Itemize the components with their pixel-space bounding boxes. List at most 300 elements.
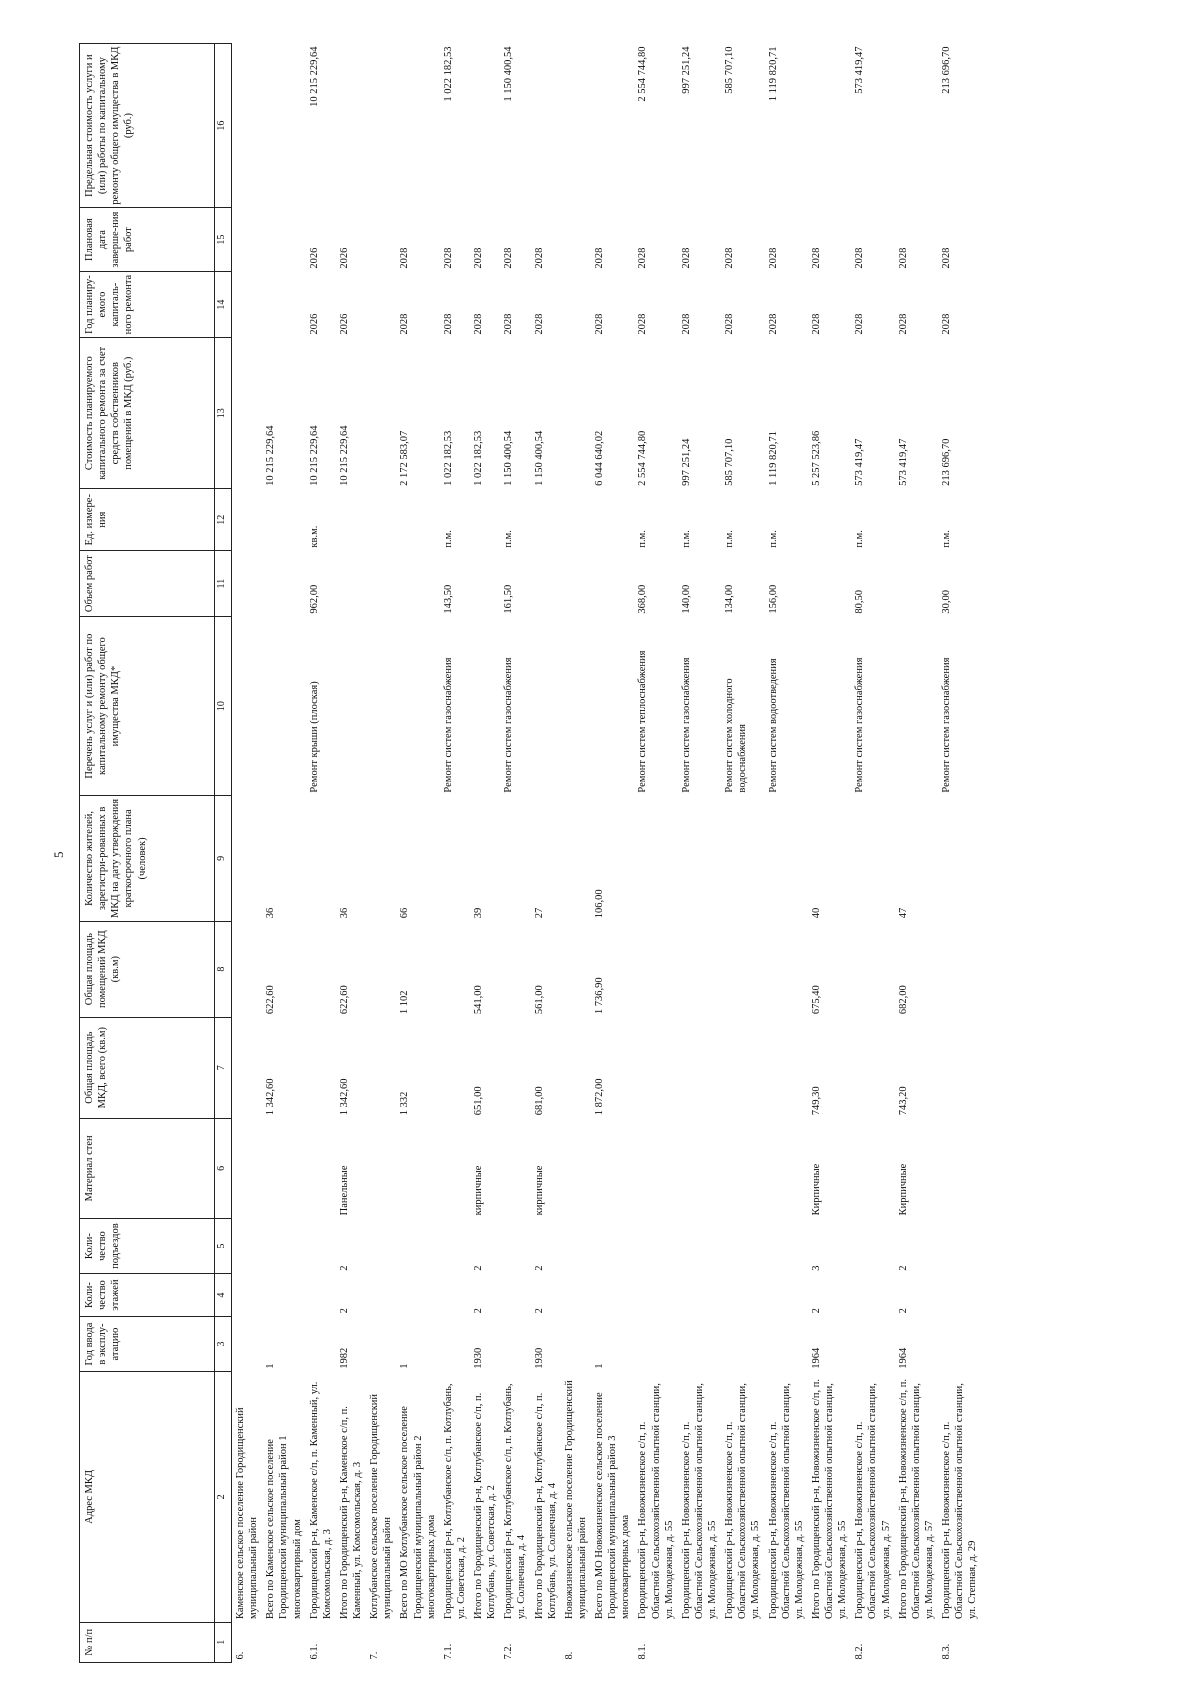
table-cell: Ремонт систем теплоснабжения: [637, 650, 649, 793]
table-cell: [366, 1017, 396, 1118]
table-cell: [938, 796, 981, 922]
table-cell: [531, 617, 561, 796]
table-cell: 585 707,10: [724, 46, 736, 94]
table-cell: кирпичные: [473, 1165, 484, 1216]
table-cell: [262, 489, 305, 551]
table-cell: 1 022 182,53: [473, 430, 484, 486]
table-cell: [440, 1316, 470, 1371]
table-cell: [262, 1118, 305, 1218]
table-cell: Итого по Городищенский р-н, Новожизненское с/п, п. Областной Сельскохозяйственной опытной станции, ул. Молодежная, д. 57: [897, 1378, 935, 1620]
table-cell: 541,00: [473, 985, 484, 1015]
table-cell: 10 215 229,64: [338, 425, 350, 486]
table-row: [895, 44, 938, 1663]
table-cell: [721, 921, 764, 1017]
column-number: 3: [215, 1316, 232, 1371]
table-cell: 2: [897, 1265, 909, 1271]
table-cell: [721, 1017, 764, 1118]
table-cell: 368,00: [637, 584, 649, 614]
table-cell: [262, 1622, 305, 1662]
column-number: 7: [215, 1017, 232, 1118]
table-cell: 997 251,24: [680, 438, 692, 486]
table-cell: Городищенский р-н, Новожизненское с/п, п. Областной Сельскохозяйственной опытной станции, ул. Молодежная, д. 55: [767, 1383, 805, 1620]
table-row: [531, 44, 561, 1663]
table-cell: 134,00: [724, 584, 736, 614]
table-cell: 10 215 229,64: [308, 46, 320, 107]
table-cell: [366, 338, 396, 489]
table-cell: 2: [810, 1308, 822, 1314]
table-cell: [678, 1622, 721, 1662]
rotated-sheet: [45, 43, 1180, 1663]
header-row: [80, 44, 215, 1663]
table-cell: 1982: [338, 1347, 350, 1369]
table-cell: 1 102: [399, 990, 411, 1015]
table-cell: [306, 1017, 336, 1118]
table-cell: [500, 921, 530, 1017]
table-cell: 1 119 820,71: [767, 46, 779, 102]
table-cell: [396, 1218, 439, 1273]
table-cell: п.м.: [767, 530, 779, 548]
table-cell: 622,60: [265, 985, 277, 1015]
table-cell: [808, 489, 851, 551]
table-cell: 5 257 523,86: [810, 430, 822, 486]
table-cell: [531, 44, 561, 208]
table-cell: [678, 1218, 721, 1273]
table-row: [678, 44, 721, 1663]
table-cell: [721, 1218, 764, 1273]
column-number: 6: [215, 1118, 232, 1218]
table-cell: [938, 1218, 981, 1273]
table-cell: [808, 44, 851, 208]
table-cell: [500, 796, 530, 922]
table-cell: 2: [473, 1308, 484, 1314]
table-cell: [591, 44, 634, 208]
table-cell: 1 736,90: [594, 977, 605, 1015]
table-cell: 213 696,70: [941, 438, 952, 486]
table-cell: [561, 921, 591, 1017]
table-cell: [306, 1218, 336, 1273]
table-cell: [500, 1218, 530, 1273]
table-cell: [440, 796, 470, 922]
table-cell: Ремонт систем газоснабжения: [442, 657, 454, 793]
column-header: Объем работ: [80, 551, 215, 617]
table-cell: [721, 1118, 764, 1218]
table-cell: Ремонт систем газоснабжения: [941, 657, 952, 793]
table-cell: [232, 1017, 263, 1118]
table-cell: [440, 1118, 470, 1218]
column-number: 16: [215, 44, 232, 208]
table-cell: [232, 1218, 263, 1273]
table-cell: [262, 272, 305, 338]
table-cell: 573 419,47: [854, 46, 866, 94]
table-cell: [232, 338, 263, 489]
column-number-row: [215, 44, 232, 1663]
table-cell: 3: [810, 1265, 822, 1271]
table-cell: 2028: [941, 313, 952, 335]
table-cell: 6.: [235, 1651, 246, 1660]
table-cell: [396, 1622, 439, 1662]
table-cell: Итого по Городищенский р-н, Каменское с/п, п. Каменный, ул. Комсомольская, д. 3: [338, 1406, 363, 1620]
table-cell: [678, 1316, 721, 1371]
table-cell: 36: [265, 907, 277, 919]
table-cell: 2028: [399, 313, 411, 335]
table-cell: 8.: [563, 1651, 575, 1660]
table-cell: [561, 338, 591, 489]
table-cell: [851, 1017, 894, 1118]
table-cell: 2028: [442, 247, 454, 269]
table-cell: 66: [399, 907, 411, 919]
table-cell: п.м.: [637, 530, 649, 548]
table-cell: 6.1.: [308, 1643, 320, 1660]
table-cell: [232, 208, 263, 272]
table-cell: 2028: [637, 247, 649, 269]
table-cell: [851, 1316, 894, 1371]
table-cell: 1 332: [399, 1091, 411, 1116]
table-cell: 675,40: [810, 985, 822, 1015]
column-number: 9: [215, 796, 232, 922]
table-cell: [591, 1118, 634, 1218]
table-cell: [591, 1274, 634, 1317]
table-cell: Итого по Городищенский р-н, Новожизненское с/п, п. Областной Сельскохозяйственной опытной станции, ул. Молодежная, д. 55: [810, 1378, 849, 1620]
table-cell: [591, 617, 634, 796]
table-cell: Итого по Городищенский р-н, Котлубанское с/п, п. Котлубань, ул. Солнечная, д. 4: [533, 1392, 558, 1620]
table-cell: [366, 1316, 396, 1371]
table-cell: п.м.: [854, 530, 866, 548]
table-cell: 6 044 640,02: [594, 430, 605, 486]
table-cell: [634, 921, 677, 1017]
table-cell: Новожизненское сельское поселение Городищенский муниципальный район: [563, 1380, 588, 1620]
table-cell: 997 251,24: [680, 46, 692, 94]
table-row: [634, 44, 677, 1663]
table-cell: [306, 1118, 336, 1218]
table-cell: 743,20: [897, 1086, 909, 1116]
table-cell: [561, 796, 591, 922]
table-cell: Каменское сельское поселение Городищенский муниципальный район: [235, 1407, 260, 1620]
table-cell: 8.3.: [941, 1643, 952, 1660]
table-cell: [262, 1274, 305, 1317]
table-cell: [232, 1118, 263, 1218]
table-cell: [366, 921, 396, 1017]
table-cell: 80,50: [854, 590, 866, 614]
table-cell: [232, 44, 263, 208]
table-cell: [721, 796, 764, 922]
table-cell: [678, 921, 721, 1017]
table-cell: 2028: [442, 313, 454, 335]
table-cell: 2026: [338, 313, 350, 335]
table-cell: [591, 489, 634, 551]
table-cell: [336, 489, 366, 551]
table-cell: [336, 551, 366, 617]
table-cell: 1 119 820,71: [767, 431, 779, 486]
column-header: Коли-чество этажей: [80, 1274, 215, 1317]
table-cell: [634, 1017, 677, 1118]
column-header: № п/п: [80, 1622, 215, 1662]
table-cell: 2028: [724, 247, 736, 269]
table-cell: 213 696,70: [941, 46, 952, 94]
table-cell: 2026: [338, 247, 350, 269]
table-cell: [808, 551, 851, 617]
table-cell: [470, 1622, 500, 1662]
table-cell: 681,00: [533, 1086, 545, 1116]
table-cell: 27: [533, 907, 545, 919]
table-cell: 2 554 744,80: [637, 46, 649, 102]
table-cell: [396, 617, 439, 796]
table-cell: 2028: [897, 313, 909, 335]
table-cell: 2028: [503, 247, 515, 269]
table-cell: 1: [265, 1363, 277, 1369]
column-header: Ед. измере-ния: [80, 489, 215, 551]
table-cell: 573 419,47: [854, 438, 866, 486]
table-cell: [366, 208, 396, 272]
table-cell: [561, 1017, 591, 1118]
table-cell: 2028: [533, 247, 545, 269]
table-cell: 962,00: [308, 584, 320, 614]
table-row: [500, 44, 530, 1663]
table-cell: 161,50: [503, 584, 515, 614]
table-cell: [634, 1274, 677, 1317]
table-cell: кв.м.: [308, 525, 320, 548]
table-cell: [440, 1274, 470, 1317]
table-cell: [336, 44, 366, 208]
table-cell: [938, 921, 981, 1017]
column-header: Количество жителей, зарегистри-рованных в МКД на дату утверждения краткосрочного плана (человек): [80, 796, 215, 922]
table-cell: [561, 1218, 591, 1273]
table-cell: 2: [533, 1265, 545, 1271]
table-cell: Городищенский р-н, Новожизненское с/п, п. Областной Сельскохозяйственной опытной станции, ул. Молодежная, д. 55: [724, 1383, 762, 1620]
table-cell: 2026: [308, 247, 320, 269]
column-number: 10: [215, 617, 232, 796]
table-cell: 2 172 583,07: [399, 430, 411, 486]
table-cell: 1: [399, 1363, 411, 1369]
table-cell: 1 150 400,54: [533, 430, 545, 486]
table-cell: [232, 1274, 263, 1317]
table-cell: [366, 1218, 396, 1273]
table-cell: [306, 1274, 336, 1317]
table-row: [232, 44, 263, 1663]
table-row: [470, 44, 500, 1663]
table-cell: [765, 796, 808, 922]
table-cell: [500, 1017, 530, 1118]
column-header: Перечень услуг и (или) работ по капитальному ремонту общего имущества МКД*: [80, 617, 215, 796]
column-header: Год ввода в эксплу-атацию: [80, 1316, 215, 1371]
table-cell: п.м.: [442, 530, 454, 548]
table-cell: Котлубанское сельское поселение Городищенский муниципальный район: [369, 1393, 394, 1620]
table-cell: 1: [594, 1363, 605, 1369]
table-row: [440, 44, 470, 1663]
table-cell: 2028: [533, 313, 545, 335]
table-cell: [938, 1274, 981, 1317]
table-cell: 1 022 182,53: [442, 46, 454, 102]
table-cell: Ремонт крыши (плоская): [308, 681, 320, 793]
table-cell: 2028: [810, 313, 822, 335]
table-cell: [895, 617, 938, 796]
table-cell: п.м.: [503, 530, 515, 548]
table-cell: 1 872,00: [594, 1078, 605, 1116]
table-cell: 7.: [369, 1651, 381, 1660]
table-cell: [500, 1118, 530, 1218]
table-cell: [938, 1118, 981, 1218]
table-cell: [634, 796, 677, 922]
table-cell: [232, 921, 263, 1017]
table-cell: [561, 208, 591, 272]
table-cell: [678, 1017, 721, 1118]
table-cell: [336, 617, 366, 796]
table-cell: [500, 1274, 530, 1317]
table-cell: [591, 551, 634, 617]
table-cell: п.м.: [724, 530, 736, 548]
table-cell: [470, 44, 500, 208]
table-cell: [262, 208, 305, 272]
table-row: [808, 44, 851, 1663]
table-cell: 47: [897, 907, 909, 919]
table-cell: [366, 617, 396, 796]
table-row: [591, 44, 634, 1663]
table-cell: [306, 796, 336, 922]
table-cell: 1 150 400,54: [503, 46, 515, 102]
table-cell: 40: [810, 907, 822, 919]
table-cell: Всего по МО Котлубанское сельское поселение Городищенский муниципальный район 2 многоквартирных дома: [399, 1406, 437, 1620]
column-number: 1: [215, 1622, 232, 1662]
table-cell: [470, 489, 500, 551]
column-number: 12: [215, 489, 232, 551]
table-cell: 1964: [897, 1347, 909, 1369]
table-cell: [765, 1218, 808, 1273]
table-cell: [232, 551, 263, 617]
table-cell: [561, 44, 591, 208]
table-cell: [561, 1274, 591, 1317]
column-header: Стоимость планируемого капитального ремонта за счет средств собственников помещений в МКД (руб.): [80, 338, 215, 489]
table-cell: [721, 1622, 764, 1662]
table-cell: [765, 1118, 808, 1218]
table-cell: 2028: [767, 313, 779, 335]
table-cell: 2028: [680, 313, 692, 335]
table-cell: [895, 551, 938, 617]
table-cell: [851, 1274, 894, 1317]
table-cell: 2028: [473, 247, 484, 269]
table-cell: [531, 489, 561, 551]
table-cell: [678, 1118, 721, 1218]
table-cell: Итого по Городищенский р-н, Котлубанское с/п, п. Котлубань, ул. Советская, д. 2: [473, 1392, 498, 1620]
table-cell: [366, 1118, 396, 1218]
table-cell: 10 215 229,64: [308, 425, 320, 486]
column-header: Материал стен: [80, 1118, 215, 1218]
table-cell: [561, 617, 591, 796]
column-header: Год планиру-емого капиталь-ного ремонта: [80, 272, 215, 338]
table-cell: [634, 1316, 677, 1371]
table-cell: [336, 1622, 366, 1662]
table-cell: [721, 1316, 764, 1371]
table-cell: 140,00: [680, 584, 692, 614]
table-cell: [440, 921, 470, 1017]
table-cell: 1930: [473, 1347, 484, 1369]
table-row: [765, 44, 808, 1663]
table-cell: [851, 921, 894, 1017]
table-cell: 1 342,60: [338, 1078, 350, 1116]
table-row: [396, 44, 439, 1663]
table-cell: Всего по МО Новожизненское сельское поселение Городищенский муниципальный район 3 многоквартирных дома: [594, 1392, 632, 1620]
table-cell: [938, 1316, 981, 1371]
table-cell: Всего по Каменское сельское поселение Городищенский муниципальный район 1 многоквартирный дом: [265, 1435, 303, 1620]
table-cell: 2028: [810, 247, 822, 269]
table-cell: 585 707,10: [724, 438, 736, 486]
table-cell: [851, 796, 894, 922]
table-cell: 36: [338, 907, 350, 919]
table-cell: [440, 1218, 470, 1273]
column-number: 11: [215, 551, 232, 617]
table-cell: [561, 1316, 591, 1371]
table-cell: Городищенский р-н, Новожизненское с/п, п. Областной Сельскохозяйственной опытной станции, ул. Степная, д. 29: [941, 1383, 979, 1620]
table-cell: 1964: [810, 1347, 822, 1369]
table-cell: 7.1.: [442, 1643, 454, 1660]
table-cell: п.м.: [680, 530, 692, 548]
table-cell: Ремонт систем водоотведения: [767, 658, 779, 793]
table-body: [232, 44, 982, 1663]
table-cell: [765, 1017, 808, 1118]
table-cell: [938, 1017, 981, 1118]
table-cell: 2028: [897, 247, 909, 269]
column-number: 4: [215, 1274, 232, 1317]
table-row: [366, 44, 396, 1663]
table-row: [336, 44, 366, 1663]
table-cell: 2: [533, 1308, 545, 1314]
table-cell: 1 150 400,54: [503, 430, 515, 486]
table-cell: [678, 1274, 721, 1317]
table-cell: [470, 551, 500, 617]
table-cell: 2: [338, 1265, 350, 1271]
table-cell: Городищенский р-н, Каменское с/п, п. Каменный, ул. Комсомольская, д. 3: [308, 1381, 333, 1620]
table-cell: 561,00: [533, 985, 545, 1015]
table-cell: Кирпичные: [897, 1163, 909, 1216]
table-cell: [561, 272, 591, 338]
column-header: Коли-чество подъездов: [80, 1218, 215, 1273]
table-row: [306, 44, 336, 1663]
table-cell: [262, 617, 305, 796]
table-cell: [678, 796, 721, 922]
table-cell: 2028: [854, 247, 866, 269]
table-cell: [634, 1218, 677, 1273]
table-cell: Панельные: [338, 1165, 350, 1216]
table-cell: [262, 551, 305, 617]
table-cell: 2028: [767, 247, 779, 269]
table-cell: [851, 1118, 894, 1218]
column-header: Общая площадь МКД, всего (кв.м): [80, 1017, 215, 1118]
table-cell: 2028: [724, 313, 736, 335]
table-cell: [232, 796, 263, 922]
table-cell: 622,60: [338, 985, 350, 1015]
table-cell: [366, 489, 396, 551]
table-cell: Городищенский р-н, Новожизненское с/п, п. Областной Сельскохозяйственной опытной станции, ул. Молодежная, д. 55: [637, 1383, 675, 1620]
table-cell: [531, 1622, 561, 1662]
column-header: Адрес МКД: [80, 1372, 215, 1622]
capital-repair-table: [79, 43, 981, 1663]
table-cell: 2028: [473, 313, 484, 335]
table-cell: Ремонт систем газоснабжения: [503, 657, 515, 793]
table-cell: [366, 272, 396, 338]
table-cell: 2028: [680, 247, 692, 269]
table-cell: [232, 617, 263, 796]
table-row: [561, 44, 591, 1663]
table-cell: [561, 489, 591, 551]
table-cell: [561, 1118, 591, 1218]
table-cell: Городищенский р-н, Котлубанское с/п, п. Котлубань, ул. Советская, д. 2: [442, 1383, 467, 1620]
table-cell: [765, 1316, 808, 1371]
table-cell: [306, 921, 336, 1017]
table-cell: [306, 1316, 336, 1371]
column-number: 8: [215, 921, 232, 1017]
table-cell: [232, 272, 263, 338]
table-cell: 10 215 229,64: [265, 425, 277, 486]
table-cell: 2: [473, 1265, 484, 1271]
table-cell: [808, 617, 851, 796]
